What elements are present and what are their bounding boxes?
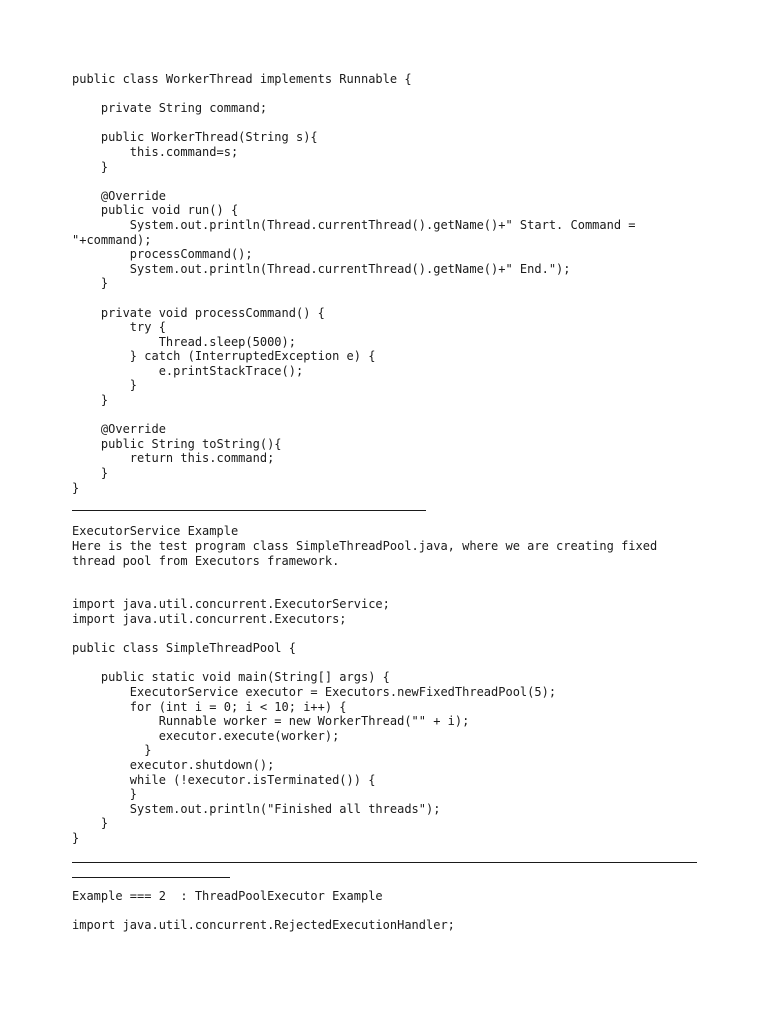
code-line: } [72,466,109,481]
code-line: this.command=s; [72,144,239,159]
code-line [72,495,712,510]
code-line: @Override [72,188,166,203]
code-line: } catch (InterruptedException e) { [72,349,376,364]
code-line [72,174,712,189]
code-line: "+command); [72,232,152,247]
code-line: Thread.sleep(5000); [72,334,296,349]
code-line: } [72,159,109,174]
code-line: Here is the test program class SimpleThreadPool.java, where we are creating fixed [72,539,658,553]
separator-rule-2 [72,862,697,863]
code-line: System.out.println(Thread.currentThread().getName()+" End."); [72,261,571,276]
code-line [72,408,712,423]
code-line [72,510,712,525]
code-line [72,291,712,306]
separator-rule-1 [72,510,426,511]
code-line: for (int i = 0; i < 10; i++) { [72,699,347,714]
code-line: } [72,480,80,495]
code-line [72,845,712,860]
code-line: public class SimpleThreadPool { [72,641,296,656]
code-line: System.out.println(Thread.currentThread().getName()+" Start. Command = [72,217,636,232]
code-line: public void run() { [72,203,239,218]
code-line [72,904,712,919]
separator-rule-2-continued [72,877,230,878]
code-line: } [72,378,138,393]
code-line: executor.execute(worker); [72,728,340,743]
code-line: try { [72,320,166,335]
code-line: return this.command; [72,451,275,466]
code-line: @Override [72,422,166,437]
code-line: import java.util.concurrent.Executors; [72,611,347,626]
code-line: } [72,393,109,408]
code-line: e.printStackTrace(); [72,363,304,378]
code-line: } [72,787,138,802]
code-line: System.out.println("Finished all threads"); [72,801,441,816]
code-line: public WorkerThread(String s){ [72,130,318,145]
code-line: ExecutorService executor = Executors.newFixedThreadPool(5); [72,684,557,699]
code-line [72,116,712,131]
code-line [72,627,712,642]
code-line: } [72,830,80,845]
code-line: processCommand(); [72,247,253,262]
code-line: public static void main(String[] args) { [72,670,390,685]
code-line [72,87,712,102]
code-line: private String command; [72,101,268,116]
code-line [72,583,712,598]
code-line: public String toString(){ [72,436,282,451]
code-line: Runnable worker = new WorkerThread("" + i); [72,714,470,729]
code-line: public class WorkerThread implements Runnable { [72,72,412,86]
code-line: thread pool from Executors framework. [72,553,340,568]
code-line: Example === 2 : ThreadPoolExecutor Example [72,889,383,904]
code-line: import java.util.concurrent.ExecutorService; [72,597,390,612]
code-line: } [72,816,109,831]
code-line: executor.shutdown(); [72,757,275,772]
code-document-body [72,72,712,933]
code-line: private void processCommand() { [72,305,325,320]
code-line [72,568,712,583]
code-line: } [72,276,109,291]
code-line: } [72,743,152,758]
code-line: ExecutorService Example [72,524,239,539]
code-line [72,656,712,671]
code-line: import java.util.concurrent.RejectedExecutionHandler; [72,918,455,933]
code-line: while (!executor.isTerminated()) { [72,772,376,787]
